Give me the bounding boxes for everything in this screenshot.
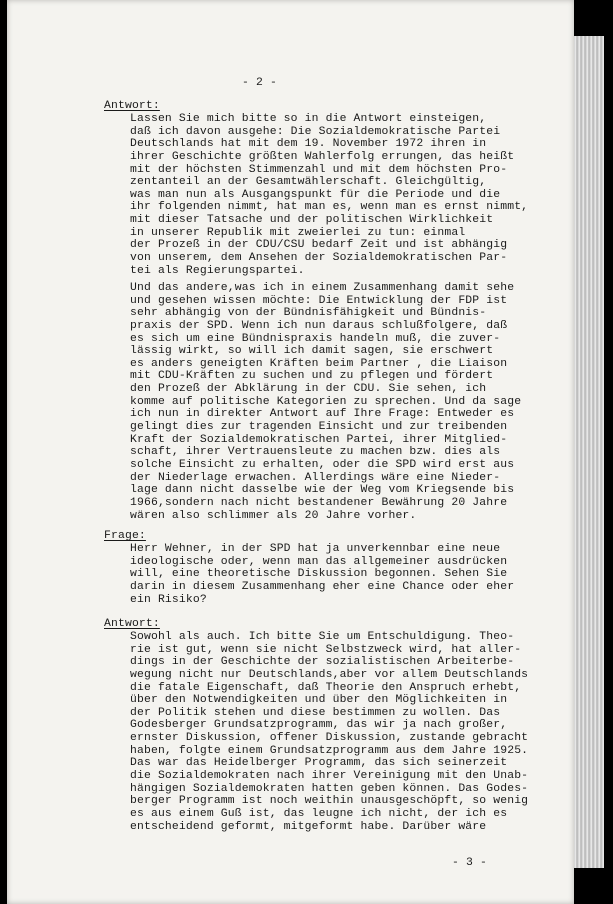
text-line: haben, folgte einem Grundsatzprogramm aus dem Jahre 1925. (130, 744, 529, 757)
text-line: Godesberger Grundsatzprogramm, das wir ja nach großer, (130, 719, 508, 732)
text-line: ernster Diskussion, offener Diskussion, zustande gebracht (130, 732, 529, 745)
text-line: gelingt dies zur tragenden Einsicht und zur treibenden (130, 421, 508, 434)
text-line: ein Risiko? (130, 593, 207, 606)
text-line: wären also schlimmer als 20 Jahre vorher. (130, 509, 417, 522)
text-line: Sowohl als auch. Ich bitte Sie um Entschuldigung. Theo- (130, 631, 515, 643)
text-line: ihr folgenden nimmt, hat man es, wenn man es ernst nimmt, (130, 201, 529, 214)
text-line: über den Notwendigkeiten und über den Möglichkeiten in (130, 694, 508, 707)
text-line: die Sozialdemokraten nach ihrer Vereinigung mit den Unab- (130, 770, 529, 783)
text-line: berger Programm ist noch weithin unausgeschöpft, so wenig (130, 795, 529, 808)
text-line: Lassen Sie mich bitte so in die Antwort einsteigen, (130, 113, 487, 125)
text-line: es sich um eine Bündnispraxis handeln muß, die zuver- (130, 332, 501, 345)
text-line: ich nun in direkter Antwort auf Ihre Frage: Entweder es (130, 408, 515, 421)
text-line: lässig wirkt, so will ich damit sagen, sie erschwert (130, 345, 494, 358)
text-line: ihrer Geschichte größten Wahlerfolg errungen, das heißt (130, 150, 515, 163)
text-line: der Niederlage erwachen. Allerdings wäre eine Nieder- (130, 471, 501, 484)
text-line: ideologische oder, wenn man das allgemeiner ausdrücken (130, 555, 508, 568)
text-line: Deutschlands hat mit dem 19. November 1972 ihren in (130, 138, 487, 151)
answer-2-paragraph (130, 631, 570, 833)
text-line: dings in der Geschichte der sozialistischen Arbeiterbe- (130, 656, 515, 669)
text-line: von unserem, dem Ansehen der Sozialdemokratischen Par- (130, 252, 508, 265)
text-line: Und das andere,was ich in einem Zusammenhang damit sehe (130, 282, 515, 294)
text-line: zentanteil an der Gesamtwählerschaft. Gleichgültig, (130, 176, 487, 189)
text-line: die fatale Eigenschaft, daß Theorie den Anspruch erhebt, (130, 681, 522, 694)
answer-1-paragraph-1 (130, 113, 570, 277)
text-line: darin in diesem Zusammenhang eher eine Chance oder eher (130, 580, 515, 593)
text-line: daß ich davon ausgehe: Die Sozialdemokratische Partei (130, 125, 501, 138)
text-line: will, eine theoretische Diskussion begonnen. Sehen Sie (130, 568, 508, 581)
text-line: der Prozeß in der CDU/CSU bedarf Zeit und ist abhängig (130, 239, 508, 252)
text-line: es anders geneigten Kräften beim Partner , die Liaison (130, 357, 508, 370)
text-line: mit dieser Tatsache und der politischen Wirklichkeit (130, 214, 494, 227)
text-line: 1966,sondern nach nicht bestandener Bewährung 20 Jahre (130, 496, 508, 509)
answer-1-paragraph-2 (130, 282, 570, 522)
text-line: hängigen Sozialdemokraten hatten geben können. Das Godes- (130, 782, 529, 795)
text-line: es aus einem Guß ist, das leugne ich nicht, der ich es (130, 807, 508, 820)
text-line: praxis der SPD. Wenn ich nun daraus schlußfolgere, daß (130, 319, 508, 332)
text-line: komme auf politische Kategorien zu sprechen. Und da sage (130, 395, 522, 408)
text-line: entscheidend geformt, mitgeformt habe. Darüber wäre (130, 820, 487, 833)
page-number: - 2 - (242, 77, 277, 89)
question-paragraph (130, 543, 570, 606)
text-line: was man nun als Ausgangspunkt für die Periode und die (130, 188, 501, 201)
text-line: mit der höchsten Stimmenzahl und mit dem höchsten Pro- (130, 163, 508, 176)
text-line: in unserer Republik mit zweierlei zu tun: einmal (130, 226, 466, 239)
text-line: den Prozeß der Abklärung in der CDU. Sie sehen, ich (130, 383, 487, 396)
section-label-question: Frage: (104, 530, 146, 542)
text-line: lage dann nicht dasselbe wie der Weg vom Kriegsende bis (130, 484, 515, 497)
text-line: schaft, ihrer Vertrauensleute zu machen bzw. dies als (130, 446, 501, 459)
text-line: solche Einsicht zu erhalten, oder die SPD wird erst aus (130, 458, 515, 471)
section-label-answer-2: Antwort: (104, 618, 160, 630)
text-line: der Politik stehen und diese bestimmen zu wollen. Das (130, 706, 501, 719)
text-line: tei als Regierungspartei. (130, 264, 305, 277)
text-line: und gesehen wissen möchte: Die Entwicklung der FDP ist (130, 294, 508, 307)
next-page-number: - 3 - (452, 857, 487, 869)
text-line: sehr abhängig von der Bündnisfähigkeit und Bündnis- (130, 307, 487, 320)
text-line: Das war das Heidelberger Programm, das sich seinerzeit (130, 757, 508, 770)
text-line: mit CDU-Kräften zu suchen und zu pflegen und fördert (130, 370, 494, 383)
text-line: wegung nicht nur Deutschlands,aber vor allem Deutschlands (130, 668, 529, 681)
stacked-page-edges (574, 36, 604, 868)
text-line: Herr Wehner, in der SPD hat ja unverkennbar eine neue (130, 543, 501, 555)
section-label-answer: Antwort: (104, 100, 160, 112)
text-line: Kraft der Sozialdemokratischen Partei, ihrer Mitglied- (130, 433, 508, 446)
text-line: rie ist gut, wenn sie nicht Selbstzweck wird, hat aller- (130, 643, 522, 656)
